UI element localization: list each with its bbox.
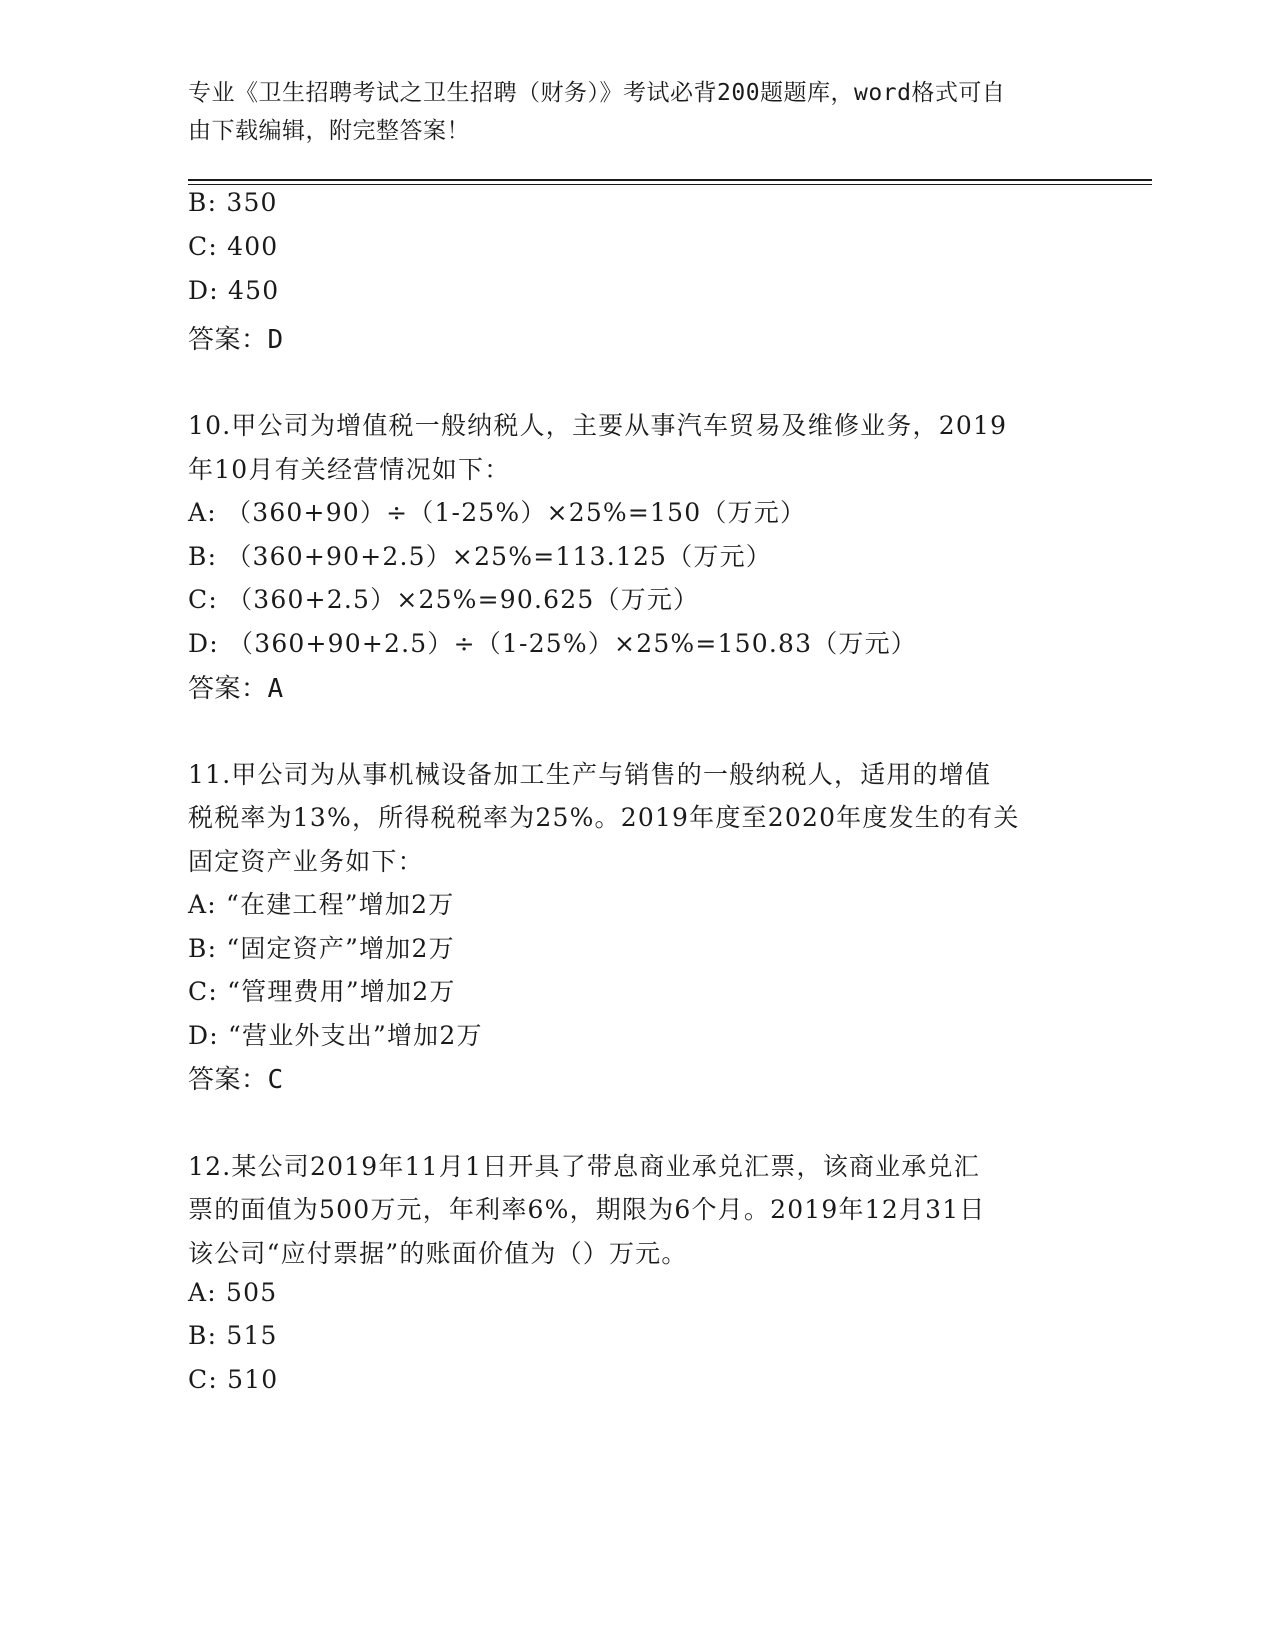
question-10-stem-line-1: 10.甲公司为增值税一般纳税人，主要从事汽车贸易及维修业务，2019	[188, 411, 1008, 440]
question-12-option-c: C: 510	[188, 1365, 279, 1394]
question-10-stem-line-2: 年10月有关经营情况如下：	[188, 455, 511, 484]
question-11-option-d: D: “营业外支出”增加2万	[188, 1021, 483, 1050]
question-10-option-d: D: （360+90+2.5）÷（1-25%）×25%=150.83（万元）	[188, 629, 917, 658]
question-11-option-c: C: “管理费用”增加2万	[188, 977, 456, 1006]
answer-line: 答案：D	[188, 325, 284, 355]
header-divider-thin	[188, 184, 1152, 185]
question-12-stem-line-1: 12.某公司2019年11月1日开具了带息商业承兑汇票，该商业承兑汇	[188, 1152, 980, 1181]
header-line-1: 专业《卫生招聘考试之卫生招聘（财务）》考试必背200题题库，word格式可自	[188, 80, 1006, 106]
question-11-stem-line-1: 11.甲公司为从事机械设备加工生产与销售的一般纳税人，适用的增值	[188, 760, 992, 789]
question-10-option-c: C: （360+2.5）×25%=90.625（万元）	[188, 585, 700, 614]
header-divider	[188, 179, 1152, 181]
question-11-stem-line-2: 税税率为13%，所得税税率为25%。2019年度至2020年度发生的有关	[188, 803, 1020, 832]
question-10-option-a: A: （360+90）÷（1-25%）×25%=150（万元）	[188, 498, 807, 527]
header-line-2: 由下载编辑，附完整答案！	[188, 118, 470, 144]
option-c: C: 400	[188, 232, 279, 261]
question-12-option-a: A: 505	[188, 1278, 278, 1307]
question-12-stem-line-2: 票的面值为500万元，年利率6%，期限为6个月。2019年12月31日	[188, 1195, 986, 1224]
question-10-option-b: B: （360+90+2.5）×25%=113.125（万元）	[188, 542, 772, 571]
question-11-stem-line-3: 固定资产业务如下：	[188, 847, 424, 876]
question-12-option-b: B: 515	[188, 1321, 278, 1350]
question-11-answer: 答案：C	[188, 1065, 284, 1095]
option-d: D: 450	[188, 276, 280, 305]
question-12-stem-line-3: 该公司“应付票据”的账面价值为（）万元。	[188, 1239, 688, 1268]
question-11-option-b: B: “固定资产”增加2万	[188, 934, 455, 963]
question-11-option-a: A: “在建工程”增加2万	[188, 890, 455, 919]
question-10-answer: 答案：A	[188, 674, 284, 704]
document-header	[188, 74, 1088, 150]
option-b: B: 350	[188, 188, 278, 217]
